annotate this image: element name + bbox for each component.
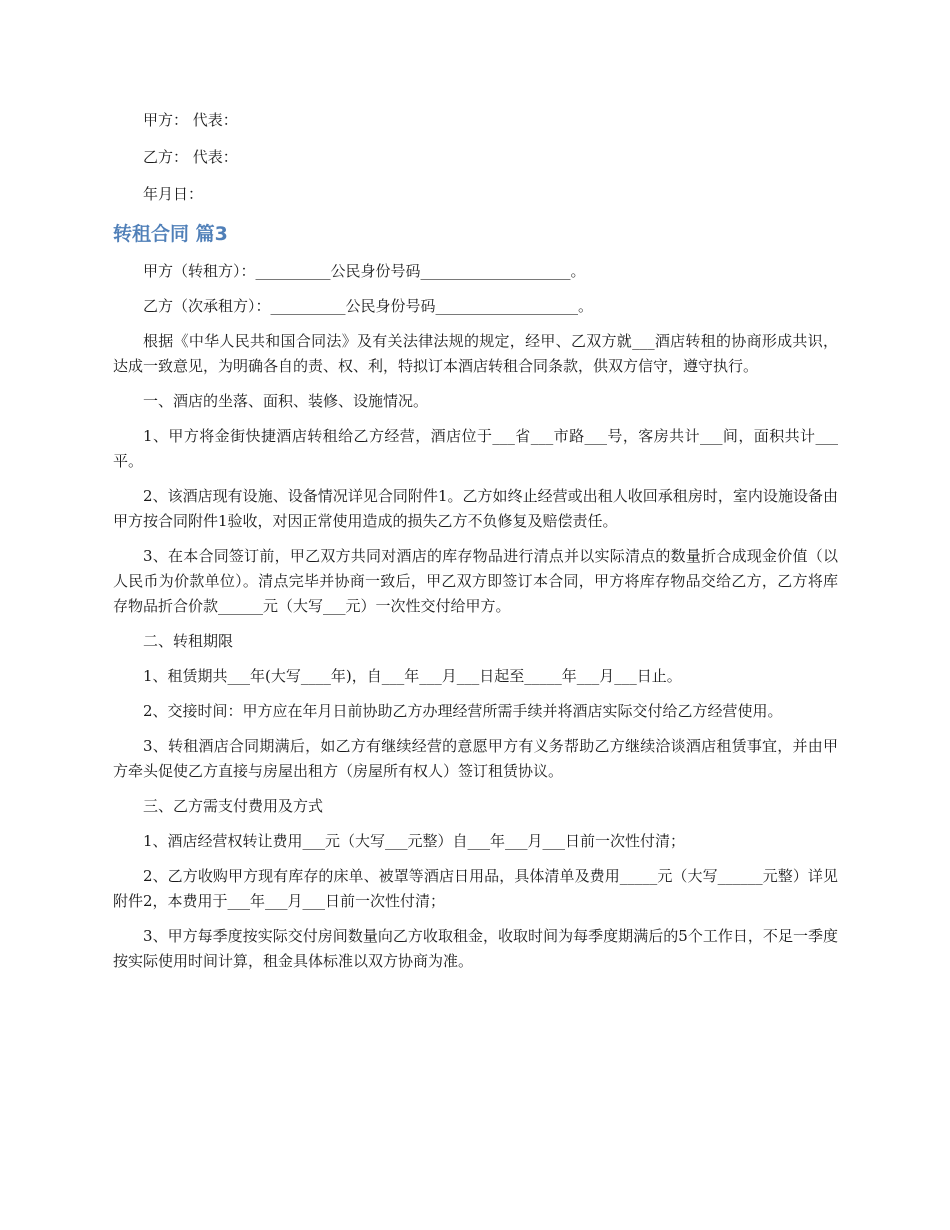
sign-line-date: 年月日： (143, 185, 204, 203)
contract-page (113, 108, 838, 984)
section-title: 转租合同 篇3 (113, 223, 228, 245)
party-a-line: 甲方（转租方）：__________公民身份号码____________________。 (143, 262, 586, 280)
sign-line-party-a: 甲方： 代表： (143, 111, 238, 129)
preamble-paragraph: 根据《中华人民共和国合同法》及有关法律法规的规定，经甲、乙双方就___酒店转租的协商形成共识，达成一致意见，为明确各自的责、权、利，特拟订本酒店转租合同条款，供双方信守，遵守执行。 (113, 332, 838, 375)
clause-1-1: 1、甲方将金街快捷酒店转租给乙方经营，酒店位于___省___市路___号，客房共计___间，面积共计___平。 (113, 427, 838, 470)
clause-3-3: 3、甲方每季度按实际交付房间数量向乙方收取租金，收取时间为每季度期满后的5个工作日，不足一季度按实际使用时间计算，租金具体标准以双方协商为准。 (113, 927, 838, 970)
clause-3-2: 2、乙方收购甲方现有库存的床单、被罩等酒店日用品，具体清单及费用_____元（大写______元整）详见附件2，本费用于___年___月___日前一次性付清； (113, 867, 838, 910)
clause-1-2: 2、该酒店现有设施、设备情况详见合同附件1。乙方如终止经营或出租人收回承租房时，室内设施设备由甲方按合同附件1验收，对因正常使用造成的损失乙方不负修复及赔偿责任。 (113, 487, 838, 530)
sign-line-party-b: 乙方： 代表： (143, 148, 238, 166)
clause-2-3: 3、转租酒店合同期满后，如乙方有继续经营的意愿甲方有义务帮助乙方继续洽谈酒店租赁事宜，并由甲方牵头促使乙方直接与房屋出租方（房屋所有权人）签订租赁协议。 (113, 737, 838, 780)
clause-3-1: 1、酒店经营权转让费用___元（大写___元整）自___年___月___日前一次性付清； (143, 832, 686, 850)
clause-heading-1: 一、酒店的坐落、面积、装修、设施情况。 (143, 392, 429, 410)
clause-2-2: 2、交接时间：甲方应在年月日前协助乙方办理经营所需手续并将酒店实际交付给乙方经营使用。 (143, 702, 783, 720)
party-b-line: 乙方（次承租方）：__________公民身份号码___________________。 (143, 297, 594, 315)
clause-heading-3: 三、乙方需支付费用及方式 (143, 797, 324, 815)
clause-1-3: 3、在本合同签订前，甲乙双方共同对酒店的库存物品进行清点并以实际清点的数量折合成现金价值（以人民币为价款单位）。清点完毕并协商一致后，甲乙双方即签订本合同，甲方将库存物品交给乙方，乙方将库存物品折合价款______元（大写___元）一次性交付给甲方。 (113, 547, 838, 615)
clause-heading-2: 二、转租期限 (143, 632, 234, 650)
clause-2-1: 1、租赁期共___年(大写____年)，自___年___月___日起至_____年___月___日止。 (143, 667, 682, 685)
